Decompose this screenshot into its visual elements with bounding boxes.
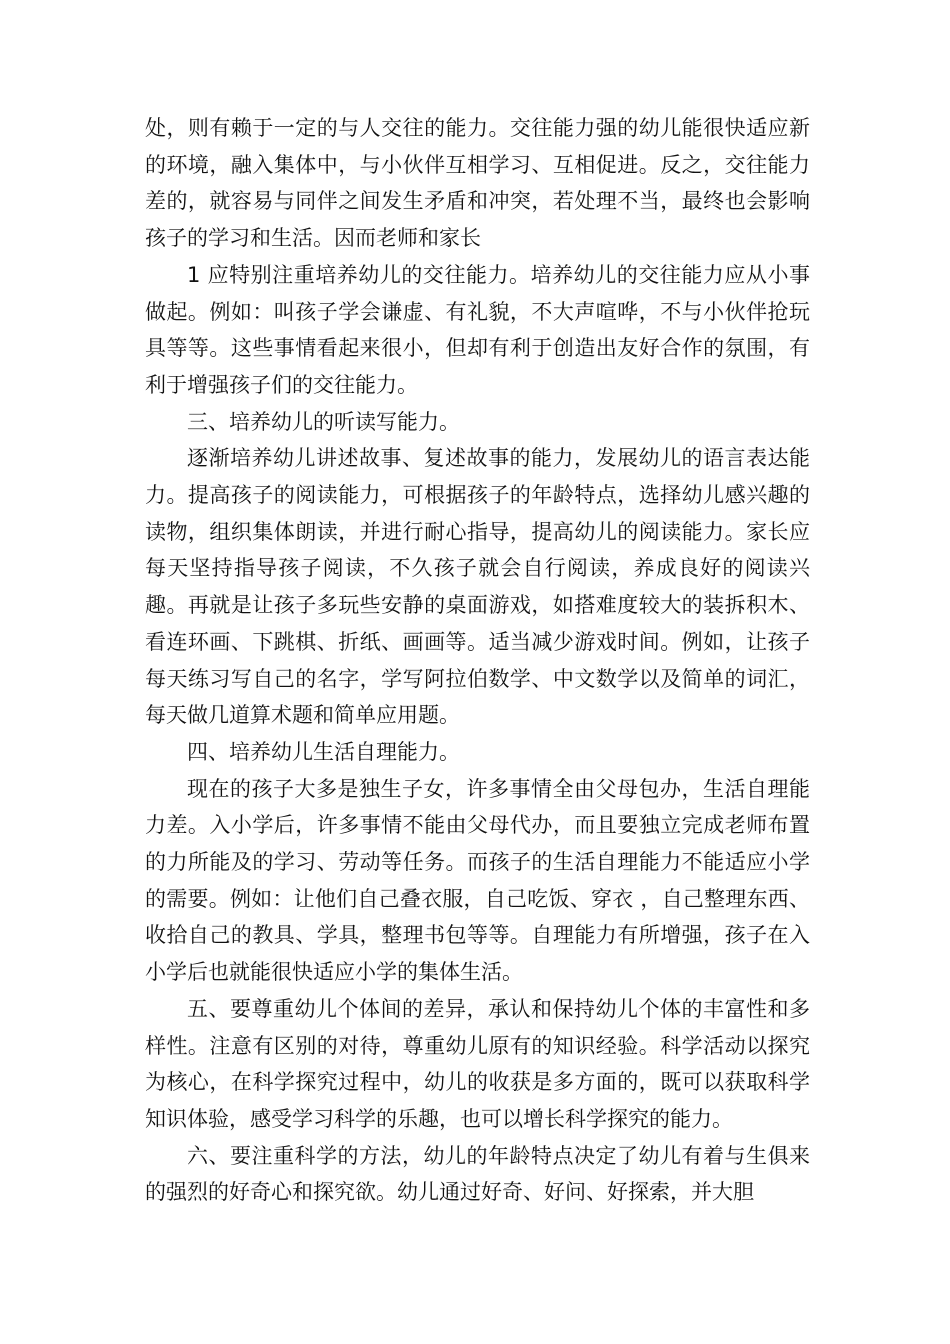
paragraph-continuation: 处，则有赖于一定的与人交往的能力。交往能力强的幼儿能很快适应新的环境，融入集体中，与小伙伴互相学习、互相促进。反之，交往能力差的，就容易与同伴之间发生矛盾和冲突，若处理不当，最终也会影响孩子的学习和生活。因而老师和家长	[145, 116, 810, 251]
paragraph-individual-differences: 五、要尊重幼儿个体间的差异，承认和保持幼儿个体的丰富性和多样性。注意有区别的对待，尊重幼儿原有的知识经验。科学活动以探究为核心，在科学探究过程中，幼儿的收获是多方面的，既可以获取科学知识体验，感受学习科学的乐趣，也可以增长科学探究的能力。	[145, 996, 810, 1131]
paragraph-self-care: 现在的孩子大多是独生子女，许多事情全由父母包办，生活自理能力差。入小学后，许多事情不能由父母代办，而且要独立完成老师布置的力所能及的学习、劳动等任务。而孩子的生活自理能力不能适应小学的需要。例如：让他们自己叠衣服，自己吃饭、穿衣 ，自己整理东西、收拾自己的教具、学具，整理书包等等。自理能力有所增强，孩子在入小学后也就能很快适应小学的集体生活。	[145, 776, 810, 985]
paragraph-scientific-method: 六、要注重科学的方法，幼儿的年龄特点决定了幼儿有着与生俱来的强烈的好奇心和探究欲。幼儿通过好奇、好问、好探索，并大胆	[145, 1143, 810, 1205]
section-heading-3: 三、培养幼儿的听读写能力。	[187, 409, 460, 434]
document-body	[145, 110, 810, 1211]
section-heading-4: 四、培养幼儿生活自理能力。	[187, 739, 460, 764]
paragraph-literacy: 逐渐培养幼儿讲述故事、复述故事的能力，发展幼儿的语言表达能力。提高孩子的阅读能力，可根据孩子的年龄特点，选择幼儿感兴趣的读物，组织集体朗读，并进行耐心指导，提高幼儿的阅读能力。家长应每天坚持指导孩子阅读，不久孩子就会自行阅读，养成良好的阅读兴趣。再就是让孩子多玩些安静的桌面游戏，如搭难度较大的装拆积木、看连环画、下跳棋、折纸、画画等。适当减少游戏时间。例如，让孩子每天练习写自己的名字，学写阿拉伯数学、中文数学以及简单的词汇，每天做几道算术题和简单应用题。	[145, 446, 810, 728]
paragraph-social-skills: 1 应特别注重培养幼儿的交往能力。培养幼儿的交往能力应从小事做起。例如：叫孩子学会谦虚、有礼貌，不大声喧哗，不与小伙伴抢玩具等等。这些事情看起来很小，但却有利于创造出友好合作的氛围，有利于增强孩子们的交往能力。	[145, 262, 810, 397]
